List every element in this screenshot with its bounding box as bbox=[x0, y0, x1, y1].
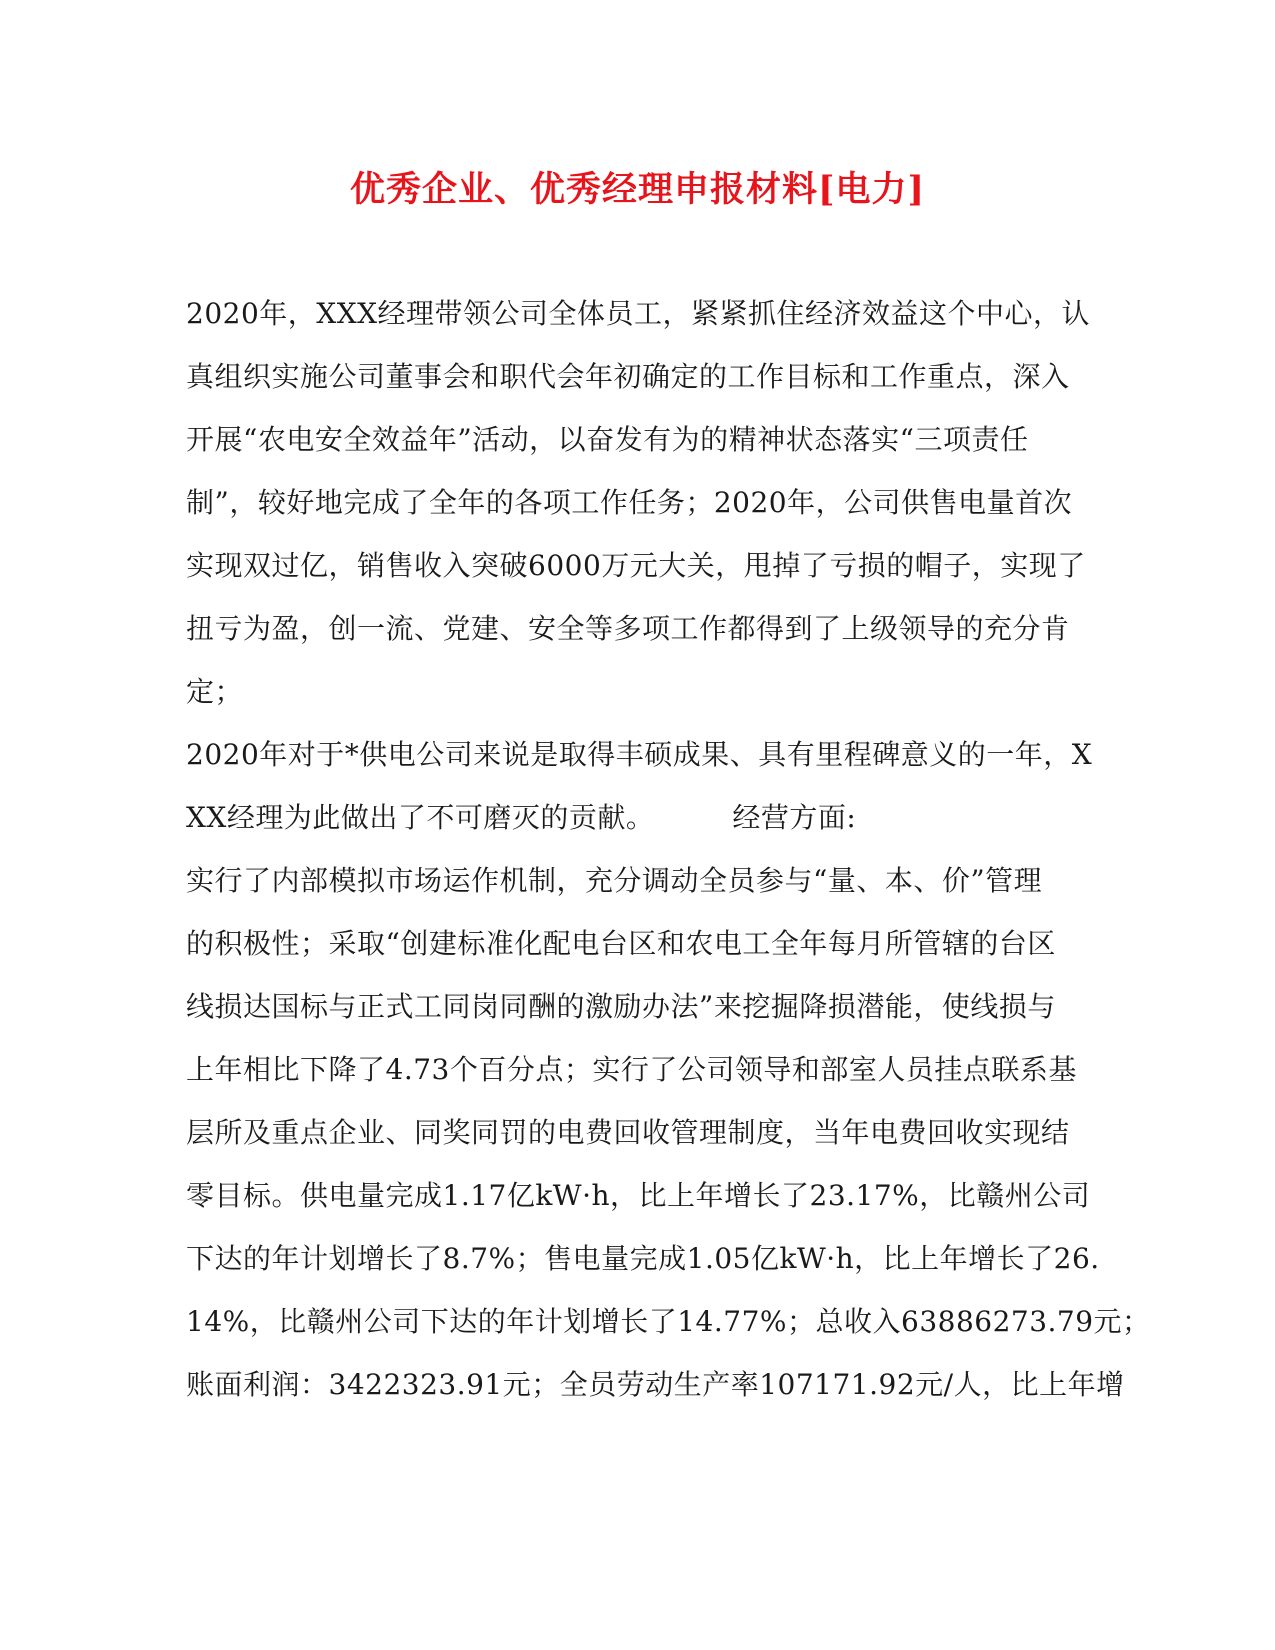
text-line: 上年相比下降了4.73个百分点；实行了公司领导和部室人员挂点联系基 bbox=[186, 1053, 1077, 1086]
text-line: 开展“农电安全效益年”活动，以奋发有为的精神状态落实“三项责任 bbox=[186, 423, 1029, 456]
text-line: 的积极性；采取“创建标准化配电台区和农电工全年每月所管辖的台区 bbox=[186, 927, 1056, 960]
document-title: 优秀企业、优秀经理申报材料[电力] bbox=[349, 169, 926, 210]
text-line: 账面利润：3422323.91元；全员劳动生产率107171.92元/人，比上年增 bbox=[186, 1368, 1125, 1401]
text-line: 2020年对于*供电公司来说是取得丰硕成果、具有里程碑意义的一年，X bbox=[186, 738, 1093, 771]
text-line: 扭亏为盈，创一流、党建、安全等多项工作都得到了上级领导的充分肯 bbox=[186, 612, 1070, 645]
text-line: 定； bbox=[186, 675, 244, 708]
text-line: 真组织实施公司董事会和职代会年初确定的工作目标和工作重点，深入 bbox=[186, 360, 1070, 393]
text-line: 实现双过亿，销售收入突破6000万元大关，甩掉了亏损的帽子，实现了 bbox=[186, 549, 1086, 582]
text-line: 零目标。供电量完成1.17亿kW·h，比上年增长了23.17%，比赣州公司 bbox=[186, 1179, 1091, 1212]
text-line-with-heading bbox=[186, 786, 1086, 849]
text-line: 实行了内部模拟市场运作机制，充分调动全员参与“量、本、价”管理 bbox=[186, 864, 1043, 897]
text-line: 制”，较好地完成了全年的各项工作任务；2020年，公司供售电量首次 bbox=[186, 486, 1073, 519]
text-line: 2020年，XXX经理带领公司全体员工，紧紧抓住经济效益这个中心，认 bbox=[186, 297, 1091, 330]
document-body bbox=[186, 282, 1151, 1416]
section-heading: 经营方面: bbox=[732, 801, 857, 834]
text-line: 14%，比赣州公司下达的年计划增长了14.77%；总收入63886273.79元； bbox=[186, 1305, 1151, 1338]
text-line: 线损达国标与正式工同岗同酬的激励办法”来挖掘降损潜能，使线损与 bbox=[186, 990, 1056, 1023]
text-line: 层所及重点企业、同奖同罚的电费回收管理制度，当年电费回收实现结 bbox=[186, 1116, 1070, 1149]
text-line: XX经理为此做出了不可磨灭的贡献。 bbox=[186, 801, 655, 834]
text-line: 下达的年计划增长了8.7%；售电量完成1.05亿kW·h，比上年增长了26. bbox=[186, 1242, 1100, 1275]
